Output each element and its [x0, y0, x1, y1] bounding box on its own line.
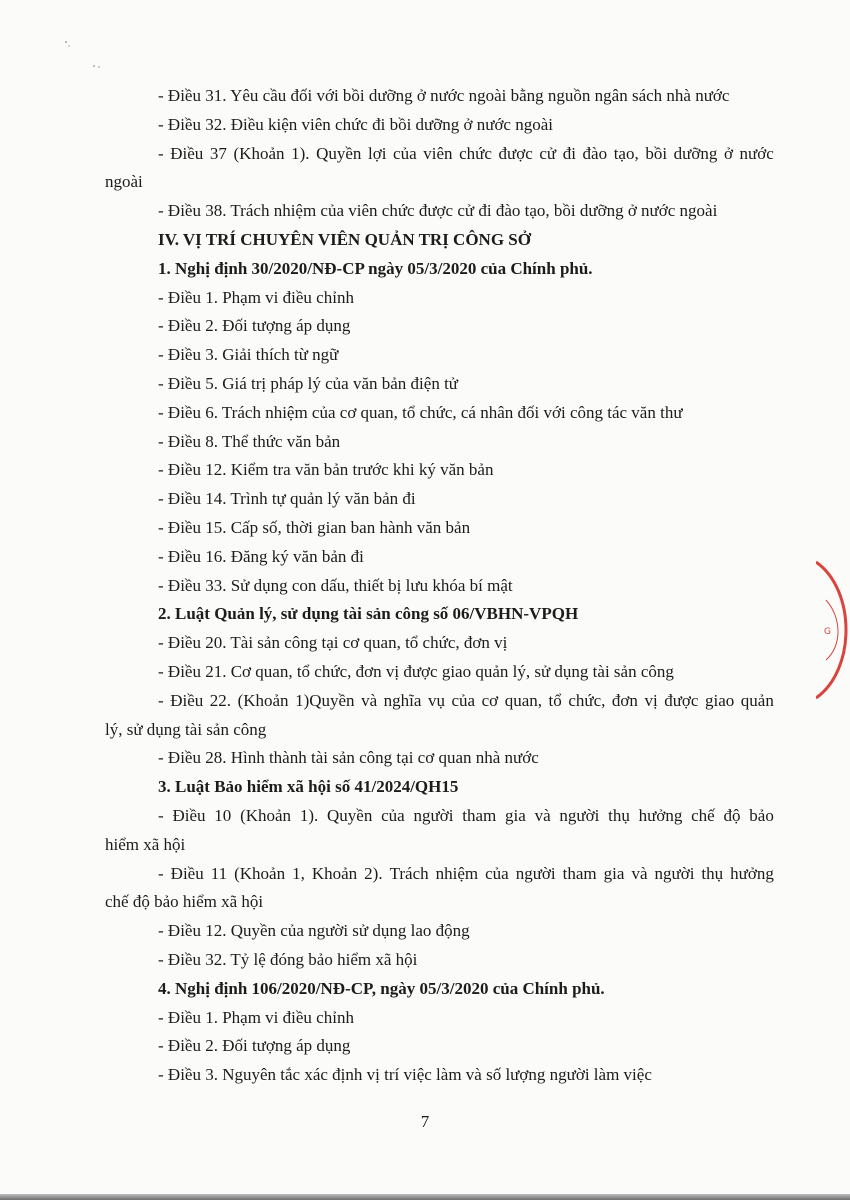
article-item: - Điều 3. Nguyên tắc xác định vị trí việc làm và số lượng người làm việc	[158, 1065, 652, 1085]
continuation-line: chế độ bảo hiểm xã hội	[105, 892, 264, 912]
article-item: - Điều 22. (Khoản 1)Quyền và nghĩa vụ của cơ quan, tổ chức, đơn vị được giao quản	[158, 690, 774, 710]
article-item: - Điều 32. Điều kiện viên chức đi bồi dưỡng ở nước ngoài	[158, 114, 554, 134]
article-item: - Điều 12. Quyền của người sử dụng lao động	[158, 921, 470, 941]
svg-text:G: G	[824, 627, 831, 637]
article-item: - Điều 11 (Khoản 1, Khoản 2). Trách nhiệm của người tham gia và người thụ hưởng	[158, 863, 774, 883]
page-number: 7	[420, 1112, 430, 1131]
article-item: - Điều 38. Trách nhiệm của viên chức được cử đi đào tạo, bồi dưỡng ở nước ngoài	[158, 201, 718, 221]
continuation-line: lý, sử dụng tài sản công	[105, 719, 267, 739]
article-item: - Điều 10 (Khoản 1). Quyền của người tham gia và người thụ hưởng chế độ bảo	[158, 805, 774, 825]
article-item: - Điều 5. Giá trị pháp lý của văn bản điện tử	[158, 373, 459, 393]
article-item: - Điều 37 (Khoản 1). Quyền lợi của viên chức được cử đi đào tạo, bồi dưỡng ở nước	[158, 143, 774, 163]
document-body	[0, 82, 850, 1090]
article-item: - Điều 8. Thể thức văn bản	[158, 431, 341, 451]
scan-speck-icon	[60, 38, 108, 78]
article-item: - Điều 28. Hình thành tài sản công tại cơ quan nhà nước	[158, 748, 539, 768]
article-item: - Điều 14. Trình tự quản lý văn bản đi	[158, 489, 416, 509]
article-item: - Điều 3. Giải thích từ ngữ	[158, 345, 339, 365]
article-item: - Điều 20. Tài sản công tại cơ quan, tổ chức, đơn vị	[158, 633, 508, 653]
article-item: - Điều 1. Phạm vi điều chỉnh	[158, 1007, 354, 1027]
article-item: - Điều 15. Cấp số, thời gian ban hành văn bản	[158, 517, 471, 537]
article-item: - Điều 21. Cơ quan, tổ chức, đơn vị được giao quản lý, sử dụng tài sản công	[158, 661, 674, 681]
continuation-line: hiểm xã hội	[105, 834, 186, 854]
article-item: - Điều 32. Tỷ lệ đóng bảo hiểm xã hội	[158, 949, 418, 969]
article-item: - Điều 2. Đối tượng áp dụng	[158, 1036, 351, 1056]
section-heading: 4. Nghị định 106/2020/NĐ-CP, ngày 05/3/2020 của Chính phủ.	[158, 978, 605, 998]
article-item: - Điều 2. Đối tượng áp dụng	[158, 316, 351, 336]
article-item: - Điều 12. Kiểm tra văn bản trước khi ký văn bản	[158, 460, 494, 480]
section-heading: 1. Nghị định 30/2020/NĐ-CP ngày 05/3/2020 của Chính phủ.	[158, 258, 593, 278]
scan-bottom-edge	[0, 1194, 850, 1200]
continuation-line: ngoài	[105, 172, 143, 192]
article-item: - Điều 6. Trách nhiệm của cơ quan, tổ chức, cá nhân đối với công tác văn thư	[158, 402, 683, 422]
article-item: - Điều 31. Yêu cầu đối với bồi dưỡng ở nước ngoài bằng nguồn ngân sách nhà nước	[158, 86, 730, 105]
article-item: - Điều 33. Sử dụng con dấu, thiết bị lưu khóa bí mật	[158, 575, 513, 595]
section-heading: IV. VỊ TRÍ CHUYÊN VIÊN QUẢN TRỊ CÔNG SỞ	[158, 229, 531, 249]
article-item: - Điều 16. Đăng ký văn bản đi	[158, 546, 364, 566]
section-heading: 2. Luật Quản lý, sử dụng tài sản công số 06/VBHN-VPQH	[158, 604, 579, 624]
section-heading: 3. Luật Bảo hiểm xã hội số 41/2024/QH15	[158, 777, 459, 797]
red-seal-icon	[816, 560, 850, 700]
article-item: - Điều 1. Phạm vi điều chỉnh	[158, 287, 354, 307]
